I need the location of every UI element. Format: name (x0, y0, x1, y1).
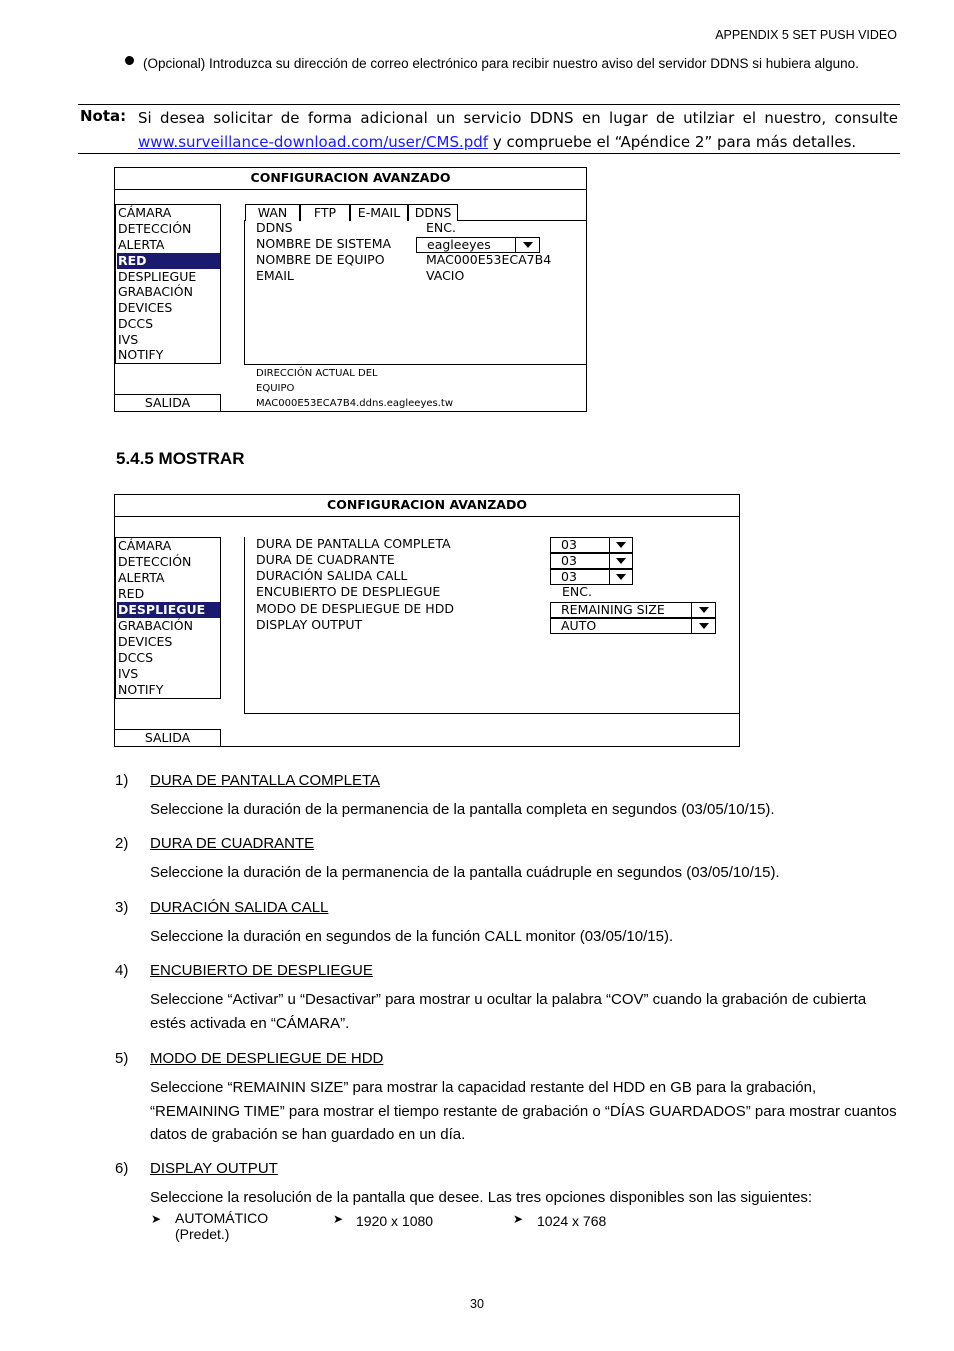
tab-ftp[interactable]: FTP (300, 204, 350, 221)
side-menu (115, 204, 221, 364)
email-label: EMAIL (256, 268, 294, 283)
chevron-down-icon (609, 554, 632, 568)
address-label-2: EQUIPO (256, 383, 295, 394)
item-5-description: Seleccione “REMAININ SIZE” para mostrar la capacidad restante del HDD en GB para la grabación, “REMAINING TIME” para mostrar el tiempo restante de grabación o “DÍAS GUARDADOS” para mostrar cuantos datos de grabación se han guardado en un día. (150, 1079, 897, 1143)
option-1080: 1920 x 1080 (356, 1213, 434, 1229)
screen-title: CONFIGURACION AVANZADO (327, 497, 527, 512)
full-screen-duration-dropdown[interactable] (550, 537, 633, 553)
menu-item-despliegue[interactable]: DESPLIEGUE (117, 602, 220, 618)
cover-display-label: ENCUBIERTO DE DESPLIEGUE (256, 584, 441, 599)
item-4-number: 4) (115, 962, 129, 979)
call-duration-value: 03 (561, 569, 577, 584)
item-6-number: 6) (115, 1160, 129, 1177)
chevron-down-icon (515, 238, 539, 252)
item-2-number: 2) (115, 835, 129, 852)
arrow-bullet-icon: ➤ (151, 1212, 162, 1226)
nota-line-1: Si desea solicitar de forma adicional un servicio DDNS en lugar de utilziar el nuestro, consulte (138, 109, 898, 127)
menu-item-notify[interactable]: NOTIFY (118, 347, 164, 362)
item-4-description: Seleccione “Activar” u “Desactivar” para mostrar u ocultar la palabra “COV” cuando la grabación de cubierta estés activada en “CÁMARA”. (150, 991, 867, 1032)
menu-item-dccs[interactable]: DCCS (118, 650, 154, 665)
item-5-number: 5) (115, 1050, 129, 1067)
arrow-bullet-icon: ➤ (333, 1212, 344, 1226)
section-title: 5.4.5 MOSTRAR (116, 449, 245, 468)
page-number: 30 (470, 1297, 484, 1311)
address-label-1: DIRECCIÓN ACTUAL DEL (256, 368, 378, 379)
quad-duration-value: 03 (561, 553, 577, 568)
bullet-dot (125, 56, 134, 65)
menu-item-red[interactable]: RED (117, 253, 220, 269)
chevron-down-icon (691, 619, 715, 633)
ddns-value[interactable]: ENC. (426, 220, 456, 235)
tab-email[interactable]: E-MAIL (350, 204, 408, 221)
display-output-label: DISPLAY OUTPUT (256, 617, 363, 632)
full-screen-duration-value: 03 (561, 537, 577, 552)
menu-item-dccs[interactable]: DCCS (118, 316, 154, 331)
item-2-title: DURA DE CUADRANTE (150, 835, 315, 852)
arrow-bullet-icon: ➤ (513, 1212, 524, 1226)
menu-item-deteccion[interactable]: DETECCIÓN (118, 221, 192, 236)
option-auto-line2: (Predet.) (175, 1226, 230, 1242)
display-output-dropdown[interactable] (550, 618, 716, 634)
item-1-number: 1) (115, 772, 129, 789)
title-divider (115, 516, 739, 517)
side-menu (115, 537, 221, 699)
item-1-description: Seleccione la duración de la permanencia de la pantalla completa en segundos (03/05/10/15). (150, 801, 775, 818)
full-screen-duration-label: DURA DE PANTALLA COMPLETA (256, 536, 451, 551)
nota-line-2 (138, 130, 856, 154)
chevron-down-icon (609, 538, 632, 552)
exit-button[interactable]: SALIDA (115, 729, 221, 746)
nota-top-rule (78, 104, 900, 105)
item-3-title: DURACIÓN SALIDA CALL (150, 899, 329, 916)
menu-item-red[interactable]: RED (118, 586, 145, 601)
ddns-label: DDNS (256, 220, 293, 235)
hdd-mode-value: REMAINING SIZE (561, 602, 665, 617)
chevron-down-icon (691, 603, 715, 617)
device-name-label: NOMBRE DE EQUIPO (256, 252, 385, 267)
menu-item-alerta[interactable]: ALERTA (118, 237, 165, 252)
menu-item-grabacion[interactable]: GRABACIÓN (118, 618, 193, 633)
nota-label: Nota: (80, 107, 127, 125)
chevron-down-icon (609, 570, 632, 584)
menu-item-camara[interactable]: CÁMARA (118, 205, 172, 220)
item-2-description: Seleccione la duración de la permanencia de la pantalla cuádruple en segundos (03/05/10/15). (150, 864, 780, 881)
call-duration-label: DURACIÓN SALIDA CALL (256, 568, 408, 583)
bullet-text: (Opcional) Introduzca su dirección de correo electrónico para recibir nuestro aviso del servidor DDNS si hubiera alguno. (143, 56, 859, 71)
hdd-mode-dropdown[interactable] (550, 602, 716, 618)
ddns-settings-screen (114, 167, 587, 412)
item-6-description: Seleccione la resolución de la pantalla que desee. Las tres opciones disponibles son las siguientes: (150, 1189, 813, 1206)
system-name-dropdown[interactable] (416, 237, 540, 253)
panel-top-edge (458, 220, 586, 221)
option-768: 1024 x 768 (537, 1213, 607, 1229)
display-output-value: AUTO (561, 618, 597, 633)
menu-item-notify[interactable]: NOTIFY (118, 682, 164, 697)
item-3-number: 3) (115, 899, 129, 916)
menu-item-alerta[interactable]: ALERTA (118, 570, 165, 585)
nota-link[interactable]: www.surveillance-download.com/user/CMS.pdf (138, 133, 489, 151)
menu-item-deteccion[interactable]: DETECCIÓN (118, 554, 192, 569)
system-name-label: NOMBRE DE SISTEMA (256, 236, 392, 251)
page-header: APPENDIX 5 SET PUSH VIDEO (715, 28, 897, 42)
nota-line-2-rest: y compruebe el “Apéndice 2” para más detalles. (488, 133, 857, 151)
title-divider (115, 189, 586, 190)
address-value: MAC000E53ECA7B4.ddns.eagleeyes.tw (256, 398, 454, 409)
tab-wan[interactable]: WAN (245, 204, 300, 221)
call-duration-dropdown[interactable] (550, 569, 633, 585)
menu-item-ivs[interactable]: IVS (118, 666, 139, 681)
item-3-description: Seleccione la duración en segundos de la función CALL monitor (03/05/10/15). (150, 928, 674, 945)
menu-item-grabacion[interactable]: GRABACIÓN (118, 284, 193, 299)
option-auto (175, 1210, 268, 1242)
display-settings-screen (114, 494, 740, 747)
option-auto-line1: AUTOMÁTICO (175, 1210, 269, 1226)
quad-duration-label: DURA DE CUADRANTE (256, 552, 395, 567)
item-1-title: DURA DE PANTALLA COMPLETA (150, 772, 381, 789)
hdd-mode-label: MODO DE DESPLIEGUE DE HDD (256, 601, 454, 616)
quad-duration-dropdown[interactable] (550, 553, 633, 569)
screen-title: CONFIGURACION AVANZADO (250, 170, 451, 185)
menu-item-camara[interactable]: CÁMARA (118, 538, 172, 553)
item-5-title: MODO DE DESPLIEGUE DE HDD (150, 1050, 384, 1067)
device-name-value: MAC000E53ECA7B4 (426, 252, 552, 267)
menu-item-ivs[interactable]: IVS (118, 332, 139, 347)
exit-button[interactable]: SALIDA (115, 394, 221, 411)
menu-item-devices[interactable]: DEVICES (118, 634, 173, 649)
system-name-value: eagleeyes (427, 237, 491, 252)
email-value[interactable]: VACIO (426, 268, 465, 283)
tab-ddns[interactable]: DDNS (408, 204, 458, 221)
item-6-title: DISPLAY OUTPUT (150, 1160, 278, 1177)
nota-bottom-rule (78, 153, 900, 154)
cover-display-value[interactable]: ENC. (562, 584, 592, 599)
menu-item-despliegue[interactable]: DESPLIEGUE (118, 269, 197, 284)
menu-item-devices[interactable]: DEVICES (118, 300, 173, 315)
item-4-title: ENCUBIERTO DE DESPLIEGUE (150, 962, 373, 979)
